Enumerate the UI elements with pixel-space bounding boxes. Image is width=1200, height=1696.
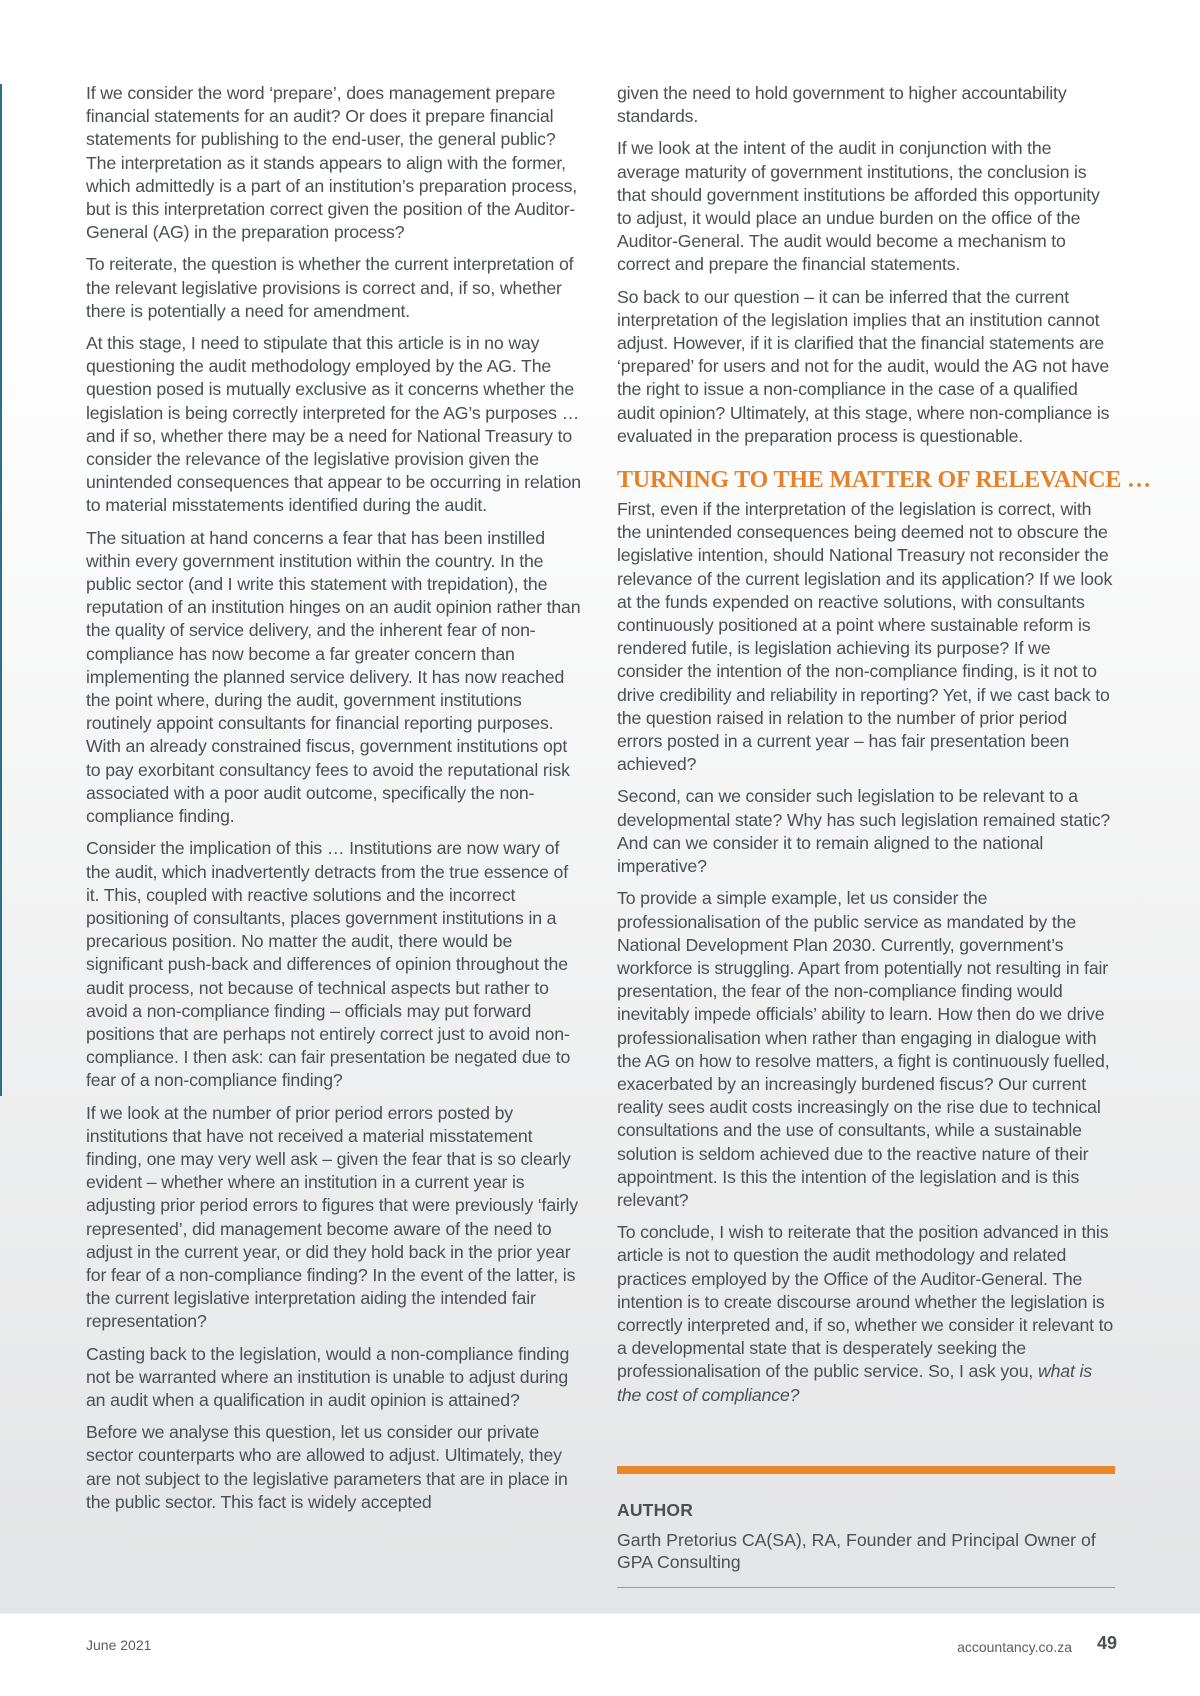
page-number: 49 <box>1096 1633 1117 1653</box>
body-paragraph: Casting back to the legislation, would a non-compliance finding not be warranted where an institution is unable to adjust during an audit when a qualification in audit opinion is attained? <box>86 1343 570 1410</box>
footer-site-link[interactable]: accountancy.co.za <box>957 1639 1072 1655</box>
body-paragraph: If we look at the intent of the audit in conjunction with the average maturity of government institutions, the conclusion is that should government institutions be afforded this opportunity to adjust, it would place an undue burden on the office of the Auditor-General. The audit would become a mechanism to correct and prepare the financial statements. <box>617 138 1100 275</box>
body-paragraph: Second, can we consider such legislation to be relevant to a developmental state? Why has such legislation remained static? And can we consider it to remain aligned to the national imperative? <box>617 786 1111 877</box>
author-top-rule <box>617 1466 1115 1474</box>
body-paragraph: First, even if the interpretation of the legislation is correct, with the unintended consequences being deemed not to obscure the legislative intention, should National Treasury not reconsider the relevance of the current legislation and its application? If we look at the funds expended on reactive solutions, with consultants continuously positioned at a point where sustainable reform is rendered futile, is legislation achieving its purpose? If we consider the intention of the non-compliance finding, is it not to drive credibility and reliability in reporting? Yet, if we cast back to the question raised in relation to the number of prior period errors posted in a current year – has fair presentation been achieved? <box>617 499 1113 775</box>
author-bottom-rule <box>617 1587 1115 1588</box>
body-paragraph: So back to our question – it can be inferred that the current interpretation of the legislation implies that an institution cannot adjust. However, if it is clarified that the financial statements are ‘prepared’ for users and not for the audit, would the AG not have the right to issue a non-compliance in the case of a qualified audit opinion? Ultimately, at this stage, where non-compliance is evaluated in the preparation process is questionable. <box>617 286 1110 446</box>
conclusion-text: To conclude, I wish to reiterate that the position advanced in this article is not to question the audit methodology and related practices employed by the Office of the Auditor-General. The intention is to create discourse around whether the legislation is correctly interpreted and, if so, whether we consider it relevant to a developmental state that is desperately seeking the professionalisation of the public service. So, I ask you, <box>617 1222 1114 1382</box>
author-name: Garth Pretorius CA(SA), RA, Founder and Principal Owner of GPA Consulting <box>617 1530 1096 1572</box>
body-paragraph: If we look at the number of prior period errors posted by institutions that have not received a material misstatement finding, one may very well ask – given the fear that is so clearly evident – whether where an institution in a current year is adjusting prior period errors to figures that were previously ‘fairly represented’, did management become aware of the need to adjust in the current year, or did they hold back in the prior year for fear of a non-compliance finding? In the event of the latter, is the current legislative interpretation aiding the intended fair representation? <box>86 1102 578 1332</box>
conclusion-paragraph <box>617 1221 1117 1407</box>
conclusion-question: what is the cost of compliance? <box>617 1361 1092 1405</box>
body-paragraph: To provide a simple example, let us consider the professionalisation of the public service as mandated by the National Development Plan 2030. Currently, government’s workforce is struggling. Apart from potentially not resulting in fair presentation, the fear of the non-compliance finding would inevitably impede officials’ ability to learn. How then do we drive professionalisation when rather than engaging in dialogue with the AG on how to resolve matters, a fight is continuously fuelled, exacerbated by an increasingly burdened fiscus? Our current reality sees audit costs increasingly on the rise due to technical consultations and the use of consultants, while a sustainable solution is seldom achieved due to the reactive nature of their appointment. Is this the intention of the legislation and is this relevant? <box>617 888 1110 1210</box>
article-left-column <box>86 82 584 1523</box>
article-right-column <box>617 82 1151 1416</box>
body-paragraph: given the need to hold government to higher accountability standards. <box>617 83 1067 127</box>
author-heading: AUTHOR <box>617 1500 694 1520</box>
body-paragraph: Consider the implication of this … Institutions are now wary of the audit, which inadvertently detracts from the true essence of it. This, coupled with reactive solutions and the incorrect positioning of consultants, places government institutions in a precarious position. No matter the audit, there would be significant push-back and differences of opinion throughout the audit process, not because of technical aspects but rather to avoid a non-compliance finding – officials may put forward positions that are perhaps not entirely correct just to avoid non-compliance. I then ask: can fair presentation be negated due to fear of a non-compliance finding? <box>86 838 571 1091</box>
left-edge-rule <box>0 84 2 1096</box>
section-heading: TURNING TO THE MATTER OF RELEVANCE … <box>617 467 1151 494</box>
body-paragraph: To reiterate, the question is whether the current interpretation of the relevant legislative provisions is correct and, if so, whether there is potentially a need for amendment. <box>86 254 574 321</box>
body-paragraph: Before we analyse this question, let us consider our private sector counterparts who are allowed to adjust. Ultimately, they are not subject to the legislative parameters that are in place in the public sector. This fact is widely accepted <box>86 1422 568 1512</box>
body-paragraph: The situation at hand concerns a fear that has been instilled within every government institution within the country. In the public sector (and I write this statement with trepidation), the reputation of an institution hinges on an audit opinion rather than the quality of service delivery, and the inherent fear of non-compliance has now become a far greater concern than implementing the planned service delivery. It has now reached the point where, during the audit, government institutions routinely appoint consultants for financial reporting purposes. With an already constrained fiscus, government institutions opt to pay exorbitant consultancy fees to avoid the reputational risk associated with a poor audit outcome, specifically the non-compliance finding. <box>86 527 581 827</box>
author-box <box>617 1466 1115 1588</box>
body-paragraph: If we consider the word ‘prepare’, does management prepare financial statements for an audit? Or does it prepare financial statements for publishing to the end-user, the general public? The interpretation as it stands appears to align with the former, which admittedly is a part of an institution’s preparation process, but is this interpretation correct given the position of the Auditor-General (AG) in the preparation process? <box>86 83 578 243</box>
footer-date: June 2021 <box>86 1637 152 1653</box>
body-paragraph: At this stage, I need to stipulate that this article is in no way questioning the audit methodology employed by the AG. The question posed is mutually exclusive as it concerns whether the legislation is being correctly interpreted for the AG’s purposes … and if so, whether there may be a need for National Treasury to consider the relevance of the legislative provision given the unintended consequences that appear to be occurring in relation to material misstatements identified during the audit. <box>86 333 581 516</box>
